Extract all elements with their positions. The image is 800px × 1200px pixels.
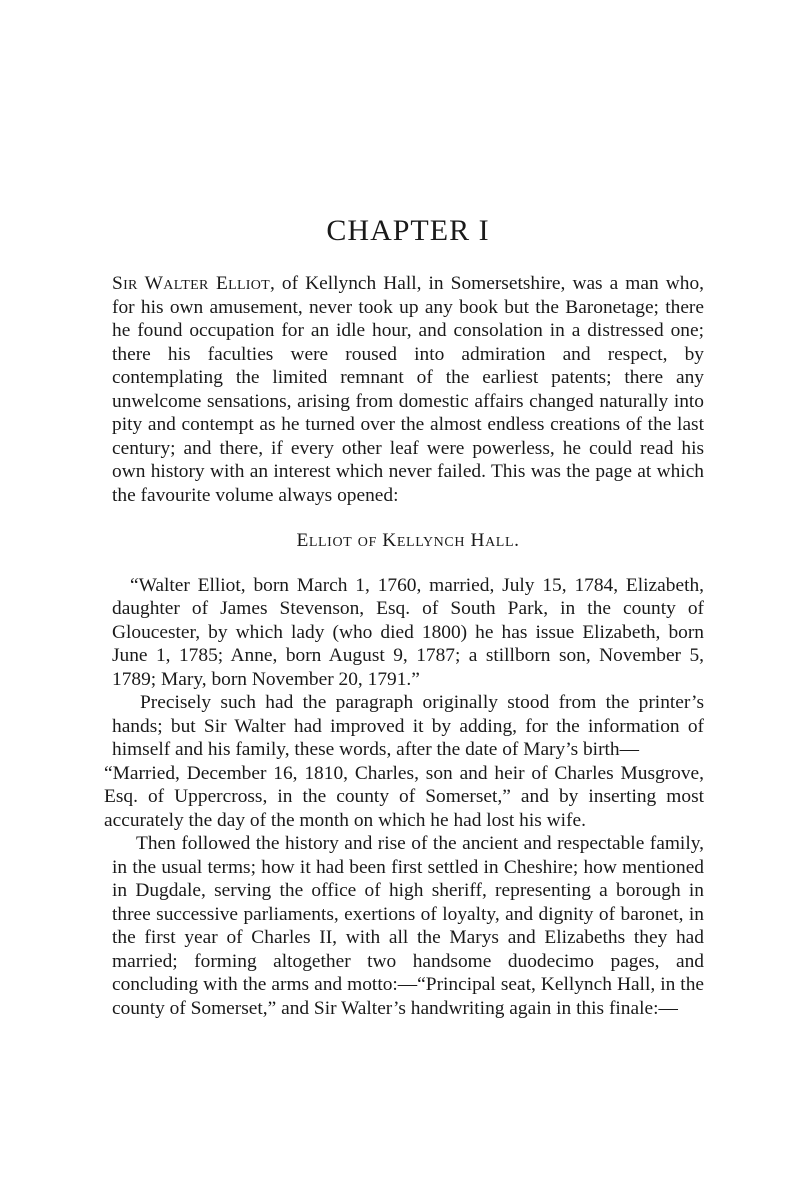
paragraph-history: Then followed the history and rise of the ancient and respectable family, in the usual terms; how it had been first settled in Cheshire; how mentioned in Dugdale, serving the office of high sheriff, representing a borough in three successive parliaments, exertions of loyalty, and dignity of baronet, in the first year of Charles II, with all the Marys and Elizabeths they had married; forming altogether two handsome duodecimo pages, and concluding with the arms and motto:—“Principal seat, Kellynch Hall, in the county of Somerset,” and Sir Walter’s handwriting again in this finale:— — [112, 833, 704, 1019]
paragraph-married: “Married, December 16, 1810, Charles, son and heir of Charles Musgrove, Esq. of Uppercross, in the county of Somerset,” and by inserting most accurately the day of the month on which he had lost his wife. — [104, 762, 704, 831]
chapter-title: CHAPTER I — [326, 214, 490, 247]
paragraph-printer: Precisely such had the paragraph originally stood from the printer’s hands; but Sir Walter had improved it by adding, for the information of himself and his family, these words, after the date of Mary’s birth— — [112, 692, 704, 760]
book-page — [104, 0, 704, 1200]
chapter-body — [104, 272, 704, 1020]
baronetage-entry-quote: “Walter Elliot, born March 1, 1760, married, July 15, 1784, Elizabeth, daughter of James Stevenson, Esq. of South Park, in the county of Gloucester, by which lady (who died 1800) he has issue Elizabeth, born June 1, 1785; Anne, born August 9, 1787; a stillborn son, November 5, 1789; Mary, born November 20, 1791.” — [112, 574, 704, 690]
paragraph-opening — [112, 272, 704, 507]
baronetage-heading: Elliot of Kellynch Hall. — [296, 530, 520, 551]
opening-text: , of Kellynch Hall, in Somersetshire, was a man who, for his own amusement, never took up any book but the Baronetage; there he found occupation for an idle hour, and consolation in a distressed one; there his faculties were roused into admiration and respect, by contemplating the limited remnant of the earliest patents; there any unwelcome sensations, arising from domestic affairs changed naturally into pity and contempt as he turned over the almost endless creations of the last century; and there, if every other leaf were powerless, he could read his own history with an interest which never failed. This was the page at which the favourite volume always opened: — [112, 273, 704, 506]
opening-small-caps: Sir Walter Elliot — [112, 273, 271, 294]
